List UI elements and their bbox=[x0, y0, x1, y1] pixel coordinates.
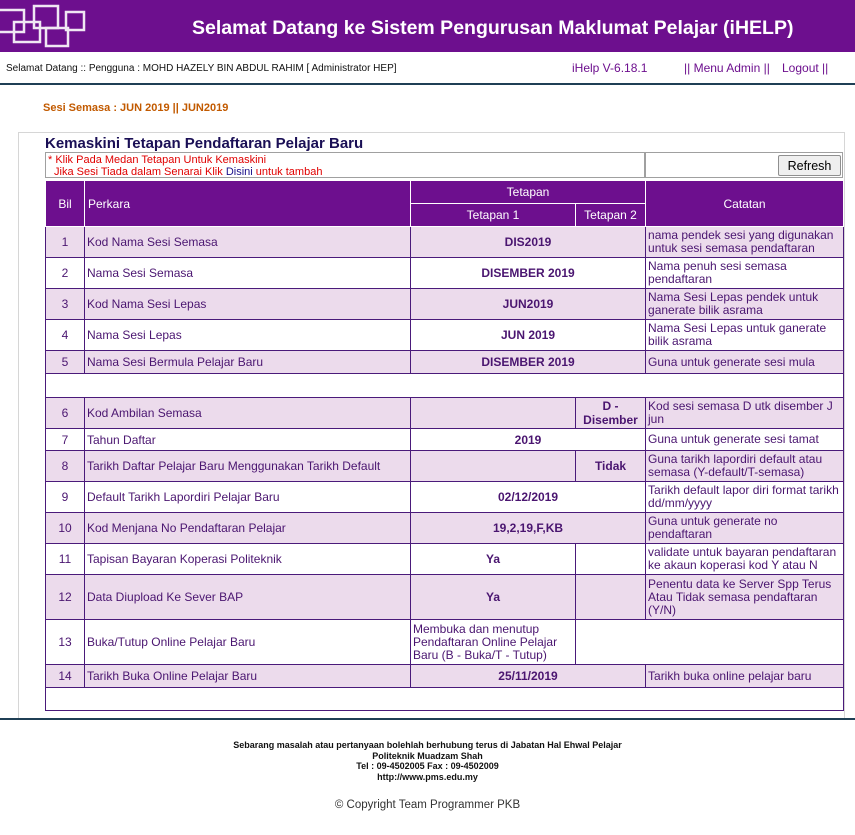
table-row bbox=[46, 351, 844, 374]
row-bil: 4 bbox=[46, 320, 85, 351]
row-bil: 11 bbox=[46, 544, 85, 575]
row-setting-2[interactable]: Tidak bbox=[576, 451, 646, 482]
row-setting-value[interactable]: 25/11/2019 bbox=[411, 665, 646, 688]
row-perkara: Nama Sesi Semasa bbox=[85, 258, 411, 289]
table-row bbox=[46, 227, 844, 258]
table-row bbox=[46, 513, 844, 544]
row-setting-value[interactable]: JUN2019 bbox=[411, 289, 646, 320]
divider bbox=[0, 83, 855, 85]
header-catatan: Catatan bbox=[646, 181, 844, 227]
row-setting-value[interactable]: DISEMBER 2019 bbox=[411, 258, 646, 289]
row-catatan: Nama Sesi Lepas untuk ganerate bilik asrama bbox=[646, 320, 844, 351]
spacer-row bbox=[46, 374, 844, 398]
row-catatan: Penentu data ke Server Spp Terus Atau Tidak semasa pendaftaran (Y/N) bbox=[646, 575, 844, 620]
instruction-add-text: Jika Sesi Tiada dalam Senarai Klik bbox=[54, 166, 226, 178]
row-perkara: Kod Menjana No Pendaftaran Pelajar bbox=[85, 513, 411, 544]
footer-contact-line: Sebarang masalah atau pertanyaan bolehlah berhubung terus di Jabatan Hal Ehwal Pelajar bbox=[233, 740, 622, 750]
row-setting-1[interactable]: Ya bbox=[411, 575, 576, 620]
instruction-add bbox=[54, 166, 322, 178]
table-row bbox=[46, 575, 844, 620]
header-bil: Bil bbox=[46, 181, 85, 227]
row-empty-cell bbox=[576, 620, 844, 665]
row-catatan: Nama penuh sesi semasa pendaftaran bbox=[646, 258, 844, 289]
row-bil: 5 bbox=[46, 351, 85, 374]
row-catatan: Kod sesi semasa D utk disember J jun bbox=[646, 398, 844, 429]
row-catatan: Guna untuk generate sesi mula bbox=[646, 351, 844, 374]
add-session-link[interactable]: Disini bbox=[225, 166, 253, 178]
row-perkara: Kod Ambilan Semasa bbox=[85, 398, 411, 429]
row-setting-description: Membuka dan menutup Pendaftaran Online Pelajar Baru (B - Buka/T - Tutup) bbox=[411, 620, 576, 665]
row-bil: 2 bbox=[46, 258, 85, 289]
spacer-cell bbox=[46, 374, 844, 398]
row-setting-value[interactable]: DIS2019 bbox=[411, 227, 646, 258]
row-setting-value[interactable]: JUN 2019 bbox=[411, 320, 646, 351]
user-bar bbox=[0, 52, 855, 83]
copyright: © Copyright Team Programmer PKB bbox=[334, 799, 521, 811]
row-setting-value[interactable]: 2019 bbox=[411, 429, 646, 451]
table-row bbox=[46, 665, 844, 688]
row-bil: 12 bbox=[46, 575, 85, 620]
row-bil: 6 bbox=[46, 398, 85, 429]
table-row bbox=[46, 320, 844, 351]
row-perkara: Kod Nama Sesi Semasa bbox=[85, 227, 411, 258]
table-row bbox=[46, 398, 844, 429]
instruction-add-suffix: untuk tambah bbox=[252, 166, 323, 178]
logout-link[interactable]: Logout || bbox=[782, 61, 829, 75]
row-setting-2[interactable] bbox=[576, 544, 646, 575]
row-catatan: Guna untuk generate sesi tamat bbox=[646, 429, 844, 451]
table-row bbox=[46, 258, 844, 289]
header-perkara: Perkara bbox=[85, 181, 411, 227]
row-bil: 7 bbox=[46, 429, 85, 451]
refresh-button[interactable]: Refresh bbox=[778, 155, 841, 176]
row-perkara: Tarikh Buka Online Pelajar Baru bbox=[85, 665, 411, 688]
row-setting-value[interactable]: DISEMBER 2019 bbox=[411, 351, 646, 374]
divider bbox=[0, 718, 855, 720]
row-perkara: Data Diupload Ke Sever BAP bbox=[85, 575, 411, 620]
header-tetapan-2: Tetapan 2 bbox=[576, 204, 646, 227]
app-version: iHelp V-6.18.1 bbox=[572, 61, 648, 75]
spacer-cell bbox=[46, 688, 844, 711]
row-setting-value[interactable]: 19,2,19,F,KB bbox=[411, 513, 646, 544]
row-perkara: Tahun Daftar bbox=[85, 429, 411, 451]
row-setting-1[interactable]: Ya bbox=[411, 544, 576, 575]
row-perkara: Nama Sesi Lepas bbox=[85, 320, 411, 351]
row-perkara: Buka/Tutup Online Pelajar Baru bbox=[85, 620, 411, 665]
row-catatan: Tarikh buka online pelajar baru bbox=[646, 665, 844, 688]
user-info: Selamat Datang :: Pengguna : MOHD HAZELY BIN ABDUL RAHIM [ Administrator HEP] bbox=[6, 63, 397, 74]
app-title: Selamat Datang ke Sistem Pengurusan Maklumat Pelajar (iHELP) bbox=[192, 17, 794, 39]
table-row bbox=[46, 451, 844, 482]
header-tetapan-1: Tetapan 1 bbox=[411, 204, 576, 227]
table-row bbox=[46, 544, 844, 575]
row-catatan: Nama Sesi Lepas pendek untuk ganerate bilik asrama bbox=[646, 289, 844, 320]
table-row bbox=[46, 620, 844, 665]
row-setting-1[interactable] bbox=[411, 398, 576, 429]
row-perkara: Nama Sesi Bermula Pelajar Baru bbox=[85, 351, 411, 374]
row-bil: 1 bbox=[46, 227, 85, 258]
row-catatan: Guna untuk generate no pendaftaran bbox=[646, 513, 844, 544]
instruction-edit: * Klik Pada Medan Tetapan Untuk Kemaskini bbox=[48, 154, 267, 166]
menu-admin-link[interactable]: || Menu Admin || bbox=[684, 61, 770, 75]
table-row bbox=[46, 429, 844, 451]
header-banner bbox=[0, 0, 855, 52]
settings-table bbox=[45, 180, 844, 711]
row-perkara: Tapisan Bayaran Koperasi Politeknik bbox=[85, 544, 411, 575]
row-setting-2[interactable] bbox=[576, 575, 646, 620]
row-setting-1[interactable] bbox=[411, 451, 576, 482]
ihelp-logo-icon bbox=[0, 0, 90, 52]
row-bil: 13 bbox=[46, 620, 85, 665]
row-catatan: validate untuk bayaran pendaftaran ke akaun koperasi kod Y atau N bbox=[646, 544, 844, 575]
row-perkara: Kod Nama Sesi Lepas bbox=[85, 289, 411, 320]
row-bil: 10 bbox=[46, 513, 85, 544]
row-perkara: Default Tarikh Lapordiri Pelajar Baru bbox=[85, 482, 411, 513]
current-session: Sesi Semasa : JUN 2019 || JUN2019 bbox=[43, 102, 229, 114]
row-bil: 3 bbox=[46, 289, 85, 320]
table-row bbox=[46, 289, 844, 320]
page-title: Kemaskini Tetapan Pendaftaran Pelajar Baru bbox=[45, 135, 364, 152]
row-catatan: Guna tarikh lapordiri default atau semasa (Y-default/T-semasa) bbox=[646, 451, 844, 482]
footer-institution: Politeknik Muadzam Shah bbox=[372, 750, 483, 761]
footer-phone: Tel : 09-4502005 Fax : 09-4502009 bbox=[356, 761, 499, 771]
table-row bbox=[46, 482, 844, 513]
row-bil: 8 bbox=[46, 451, 85, 482]
row-catatan: Tarikh default lapor diri format tarikh dd/mm/yyyy bbox=[646, 482, 844, 513]
footer bbox=[0, 740, 855, 782]
row-bil: 14 bbox=[46, 665, 85, 688]
row-setting-2[interactable]: D - Disember bbox=[576, 398, 646, 429]
footer-website: http://www.pms.edu.my bbox=[377, 771, 478, 782]
row-bil: 9 bbox=[46, 482, 85, 513]
row-setting-value[interactable]: 02/12/2019 bbox=[411, 482, 646, 513]
spacer-row bbox=[46, 688, 844, 711]
row-perkara: Tarikh Daftar Pelajar Baru Menggunakan Tarikh Default bbox=[85, 451, 411, 482]
instructions-box bbox=[45, 152, 645, 178]
header-tetapan: Tetapan bbox=[411, 181, 646, 204]
row-catatan: nama pendek sesi yang digunakan untuk sesi semasa pendaftaran bbox=[646, 227, 844, 258]
